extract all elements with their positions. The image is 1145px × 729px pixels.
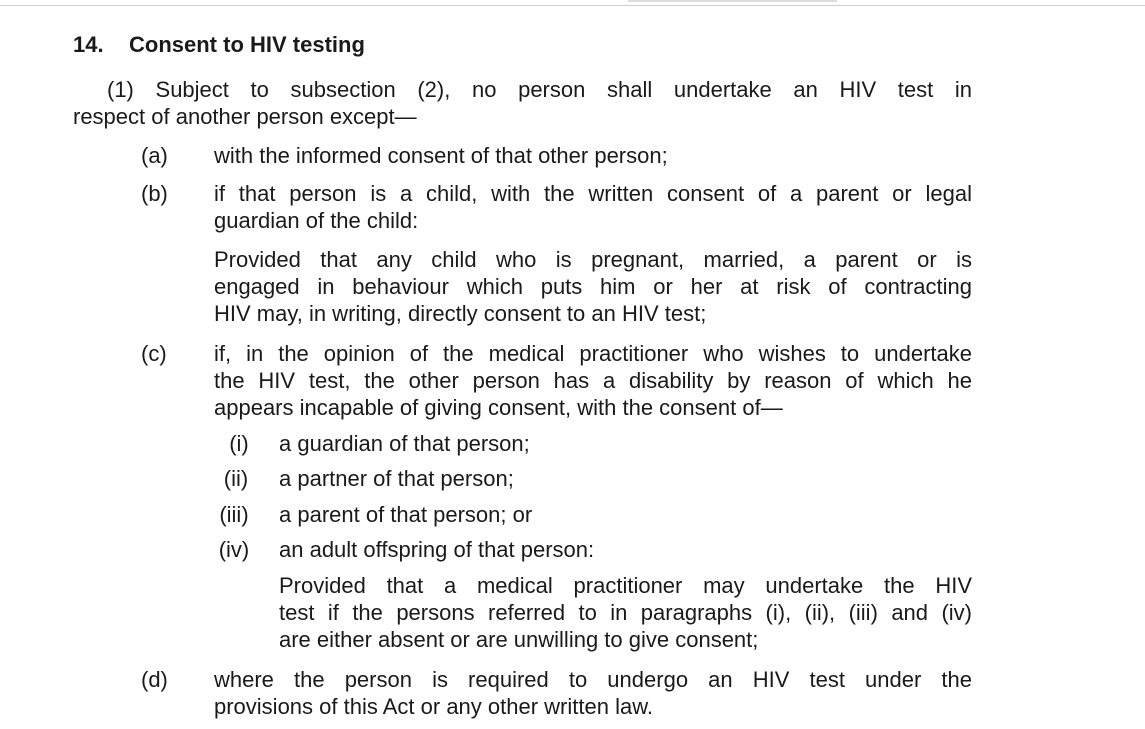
paragraph-b-proviso (214, 246, 972, 327)
paragraph-a-label: (a) (141, 143, 168, 168)
subparagraph-i-label: (i) (229, 431, 249, 456)
paragraph-b-label: (b) (141, 181, 168, 206)
paragraph-c-line-2: the HIV test, the other person has a disability by reason of which he (214, 368, 972, 393)
paragraph-a-text: with the informed consent of that other person; (214, 143, 668, 168)
subparagraph-iv-text: an adult offspring of that person: (279, 537, 595, 562)
section-title: Consent to HIV testing (129, 32, 365, 57)
paragraph-c-proviso-line-3: are either absent or are unwilling to give consent; (279, 627, 759, 652)
paragraph-b-proviso-line-3: HIV may, in writing, directly consent to an HIV test; (214, 301, 707, 326)
section-number: 14. (73, 32, 104, 57)
paragraph-c-proviso-line-2: test if the persons referred to in paragraphs (i), (ii), (iii) and (iv) (279, 600, 972, 625)
paragraph-b-proviso-line-1: Provided that any child who is pregnant, married, a parent or is (214, 247, 972, 272)
paragraph-b-text (214, 180, 972, 234)
paragraph-d-text (214, 666, 972, 720)
paragraph-b-line-2: guardian of the child: (214, 208, 419, 233)
paragraph-c-proviso (279, 572, 972, 653)
paragraph-c-line-3: appears incapable of giving consent, with the consent of— (214, 395, 783, 420)
paragraph-c-text (214, 340, 972, 421)
subparagraph-i-text: a guardian of that person; (279, 431, 530, 456)
paragraph-c-label: (c) (141, 341, 167, 366)
subparagraph-ii-label: (ii) (223, 466, 249, 491)
section-heading (73, 32, 365, 58)
paragraph-d-line-1: where the person is required to undergo an HIV test under the (214, 667, 972, 692)
subsection-1-line-2: respect of another person except— (73, 104, 417, 129)
paragraph-d-line-2: provisions of this Act or any other written law. (214, 694, 653, 719)
subparagraph-iv-label: (iv) (218, 537, 250, 562)
subparagraph-iii-text: a parent of that person; or (279, 502, 533, 527)
paragraph-c-line-1: if, in the opinion of the medical practitioner who wishes to undertake (214, 341, 972, 366)
top-tab-strip (628, 0, 837, 2)
paragraph-b-proviso-line-2: engaged in behaviour which puts him or her at risk of contracting (214, 274, 972, 299)
paragraph-c-proviso-line-1: Provided that a medical practitioner may undertake the HIV (279, 573, 972, 598)
paragraph-d-label: (d) (141, 667, 168, 692)
top-divider (0, 5, 1145, 6)
subsection-1-intro (73, 76, 972, 130)
subparagraph-ii-text: a partner of that person; (279, 466, 514, 491)
subsection-1-line-1: (1) Subject to subsection (2), no person shall undertake an HIV test in (107, 77, 972, 102)
paragraph-b-line-1: if that person is a child, with the written consent of a parent or legal (214, 181, 972, 206)
subparagraph-iii-label: (iii) (219, 502, 249, 527)
